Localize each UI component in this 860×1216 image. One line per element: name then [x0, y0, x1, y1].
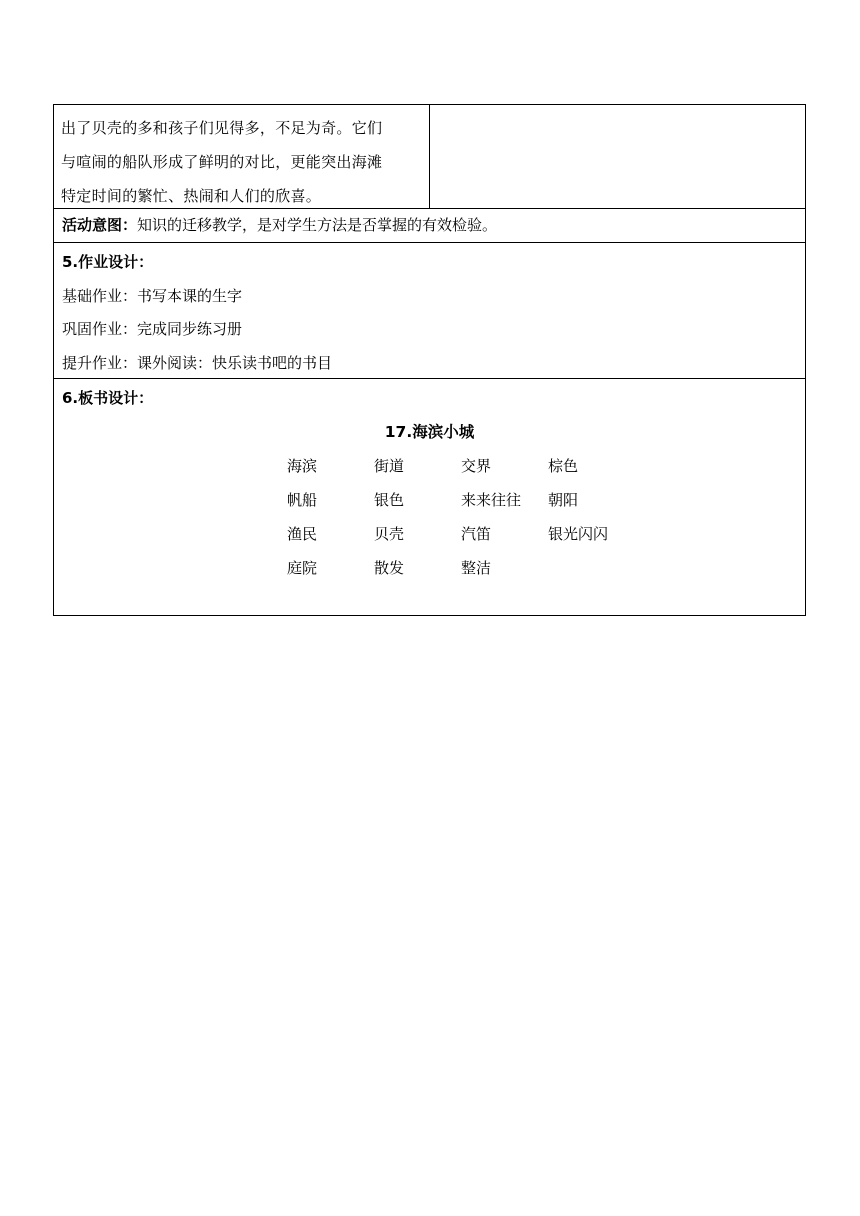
board-word: 汽笛 — [461, 525, 492, 543]
activity-intent-row — [54, 208, 805, 242]
board-word: 银色 — [374, 491, 405, 509]
board-word: 朝阳 — [548, 491, 579, 509]
board-word: 渔民 — [287, 525, 318, 543]
continuation-row — [54, 105, 805, 208]
continuation-text-cell — [54, 105, 430, 208]
empty-cell — [430, 105, 805, 208]
activity-intent-text: 知识的迁移教学，是对学生方法是否掌握的有效检验。 — [137, 216, 498, 234]
homework-item: 巩固作业：完成同步练习册 — [62, 320, 243, 338]
board-word: 散发 — [374, 559, 405, 577]
board-word: 庭院 — [287, 559, 318, 577]
board-word: 交界 — [461, 457, 492, 475]
homework-heading: 5.作业设计： — [62, 253, 154, 271]
continuation-line: 出了贝壳的多和孩子们见得多，不足为奇。它们 — [61, 119, 383, 137]
board-word: 整洁 — [461, 559, 492, 577]
board-word: 来来往往 — [461, 491, 522, 509]
continuation-line: 特定时间的繁忙、热闹和人们的欣喜。 — [61, 187, 322, 205]
activity-intent-label: 活动意图： — [62, 216, 138, 234]
homework-row — [54, 242, 805, 378]
board-word: 帆船 — [287, 491, 318, 509]
homework-item: 基础作业：书写本课的生字 — [62, 286, 243, 305]
board-word-row — [287, 551, 635, 585]
board-word-row — [287, 483, 635, 517]
continuation-line: 与喧闹的船队形成了鲜明的对比，更能突出海滩 — [61, 153, 383, 171]
lesson-table — [53, 104, 806, 616]
homework-item: 提升作业：课外阅读：快乐读书吧的书目 — [62, 353, 333, 372]
board-word: 银光闪闪 — [548, 525, 609, 543]
board-word-grid — [287, 449, 635, 585]
board-word: 街道 — [374, 457, 405, 475]
board-heading: 6.板书设计： — [62, 389, 154, 407]
board-word: 棕色 — [548, 457, 579, 475]
board-word: 海滨 — [287, 457, 318, 475]
board-word: 贝壳 — [374, 525, 405, 543]
board-word-row — [287, 517, 635, 551]
board-title: 17.海滨小城 — [384, 423, 475, 441]
board-design-row — [54, 378, 805, 615]
board-word-row — [287, 449, 635, 483]
